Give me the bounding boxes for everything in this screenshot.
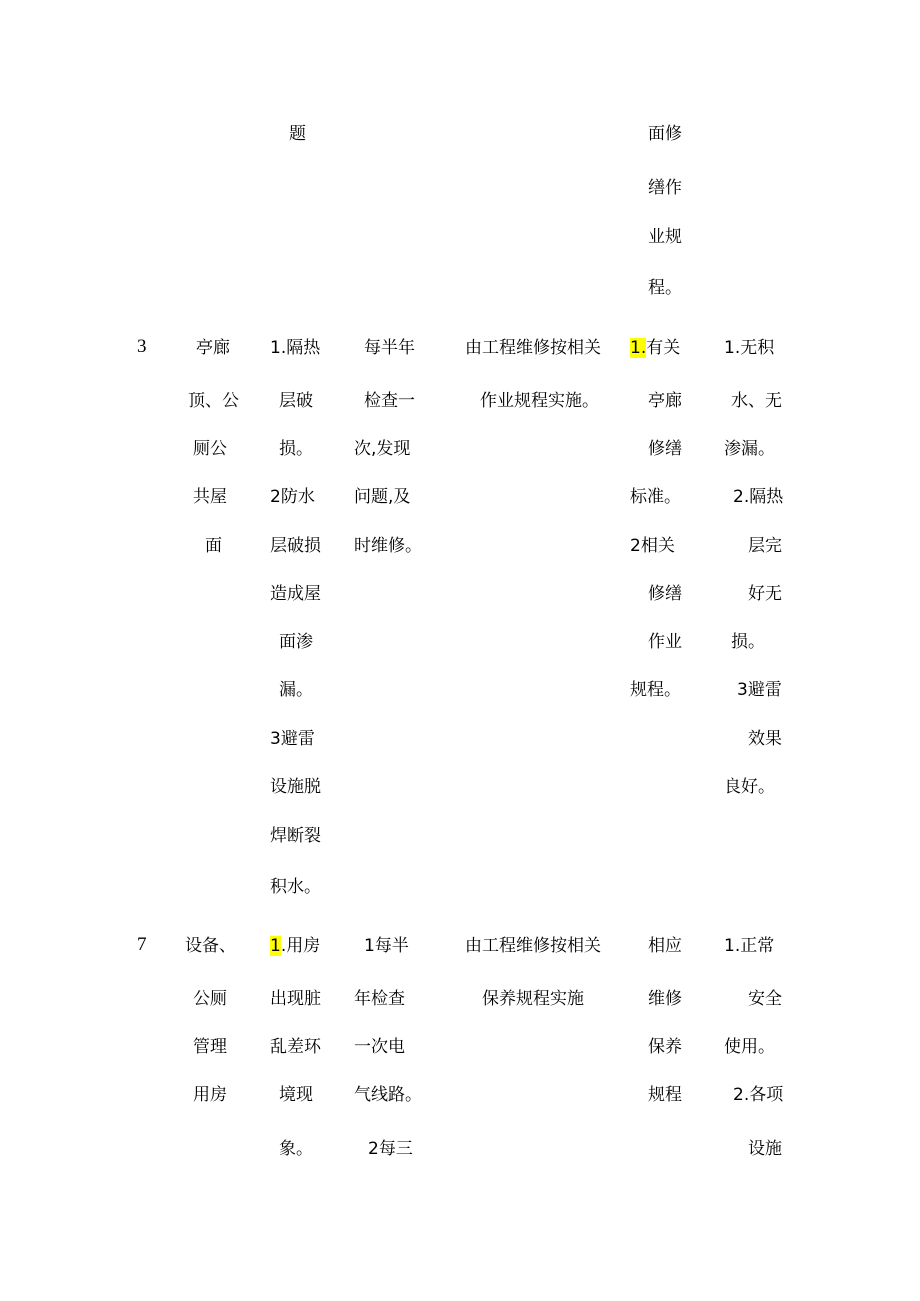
problems-line: 损。 xyxy=(279,439,313,459)
location-line: 共屋 xyxy=(193,487,227,507)
standard-line: 修缮 xyxy=(648,439,682,459)
inspection-line: 时维修。 xyxy=(354,536,422,556)
highlighted-number: 1. xyxy=(630,338,647,358)
standard-line: 维修 xyxy=(648,989,682,1009)
inspection-line: 一次电 xyxy=(354,1037,405,1057)
result-line: 层完 xyxy=(748,536,782,556)
problems-line: 造成屋 xyxy=(270,584,321,604)
problems-line: 漏。 xyxy=(279,680,313,700)
standard-line: 作业 xyxy=(648,632,682,652)
standard-line: 规程。 xyxy=(630,680,681,700)
problems-first-text: 1 xyxy=(270,338,281,358)
implementation-line: 保养规程实施 xyxy=(482,989,584,1009)
result-line: 效果 xyxy=(748,729,782,749)
problems-line: 出现脏 xyxy=(270,989,321,1009)
problems-line: 象。 xyxy=(279,1139,313,1159)
continuation-standard-line: 缮作 xyxy=(648,178,682,198)
result-line: 3避雷 xyxy=(737,680,782,700)
standard-line: 修缮 xyxy=(648,584,682,604)
inspection-line: 气线路。 xyxy=(354,1085,422,1105)
result-line: 安全 xyxy=(748,989,782,1009)
inspection-line: 每半年 xyxy=(364,338,415,358)
implementation-line: 由工程维修按相关 xyxy=(465,338,601,358)
highlighted-number: 1 xyxy=(270,936,281,956)
result-line: 使用。 xyxy=(724,1037,775,1057)
problems-line: 面渗 xyxy=(279,632,313,652)
inspection-line: 次,发现 xyxy=(354,439,411,459)
problems-line xyxy=(270,935,320,957)
standard-line: 保养 xyxy=(648,1037,682,1057)
result-line: 设施 xyxy=(748,1139,782,1159)
problems-line: 境现 xyxy=(279,1085,313,1105)
continuation-problems-line: 题 xyxy=(289,124,306,144)
problems-line: 层破 xyxy=(279,391,313,411)
location-line: 管理 xyxy=(193,1037,227,1057)
location-line: 设备、 xyxy=(185,936,236,956)
location-line: 公厕 xyxy=(193,989,227,1009)
problems-first-rest: .用房 xyxy=(280,936,321,956)
continuation-standard-line: 面修 xyxy=(648,124,682,144)
problems-line: 3避雷 xyxy=(270,729,315,749)
implementation-line: 由工程维修按相关 xyxy=(465,936,601,956)
row-number: 7 xyxy=(137,934,147,955)
location-line: 亭廊 xyxy=(196,338,230,358)
row-number: 3 xyxy=(137,336,147,357)
problems-line: 焊断裂 xyxy=(270,826,321,846)
result-line: 水、无 xyxy=(731,391,782,411)
problems-line: 积水。 xyxy=(270,877,321,897)
location-line: 厕公 xyxy=(193,439,227,459)
standard-line: 标准。 xyxy=(630,487,681,507)
standard-line xyxy=(630,337,680,359)
standard-line: 亭廊 xyxy=(648,391,682,411)
implementation-line: 作业规程实施。 xyxy=(480,391,599,411)
problems-line: 2防水 xyxy=(270,487,315,507)
problems-line: 层破损 xyxy=(270,536,321,556)
inspection-line: 1每半 xyxy=(364,936,409,956)
result-line: 渗漏。 xyxy=(724,439,775,459)
result-line: 良好。 xyxy=(724,777,775,797)
result-line: 1.正常 xyxy=(724,936,775,956)
result-line: 损。 xyxy=(731,632,765,652)
continuation-standard-line: 程。 xyxy=(648,278,682,298)
inspection-line: 检查一 xyxy=(364,391,415,411)
inspection-line: 问题,及 xyxy=(354,487,411,507)
inspection-line: 年检查 xyxy=(354,989,405,1009)
problems-line: 设施脱 xyxy=(270,777,321,797)
result-line: 1.无积 xyxy=(724,338,775,358)
standard-line: 规程 xyxy=(648,1085,682,1105)
problems-first-rest: .隔热 xyxy=(280,338,321,358)
problems-line: 乱差环 xyxy=(270,1037,321,1057)
result-line: 2.隔热 xyxy=(733,487,784,507)
problems-line xyxy=(270,337,320,359)
location-line: 面 xyxy=(205,536,222,556)
inspection-line: 2每三 xyxy=(368,1139,413,1159)
result-line: 好无 xyxy=(748,584,782,604)
location-line: 顶、公 xyxy=(188,391,239,411)
standard-first-rest: 有关 xyxy=(646,338,681,358)
standard-line: 相应 xyxy=(648,936,682,956)
continuation-standard-line: 业规 xyxy=(648,227,682,247)
standard-line: 2相关 xyxy=(630,536,675,556)
result-line: 2.各项 xyxy=(733,1085,784,1105)
location-line: 用房 xyxy=(193,1085,227,1105)
